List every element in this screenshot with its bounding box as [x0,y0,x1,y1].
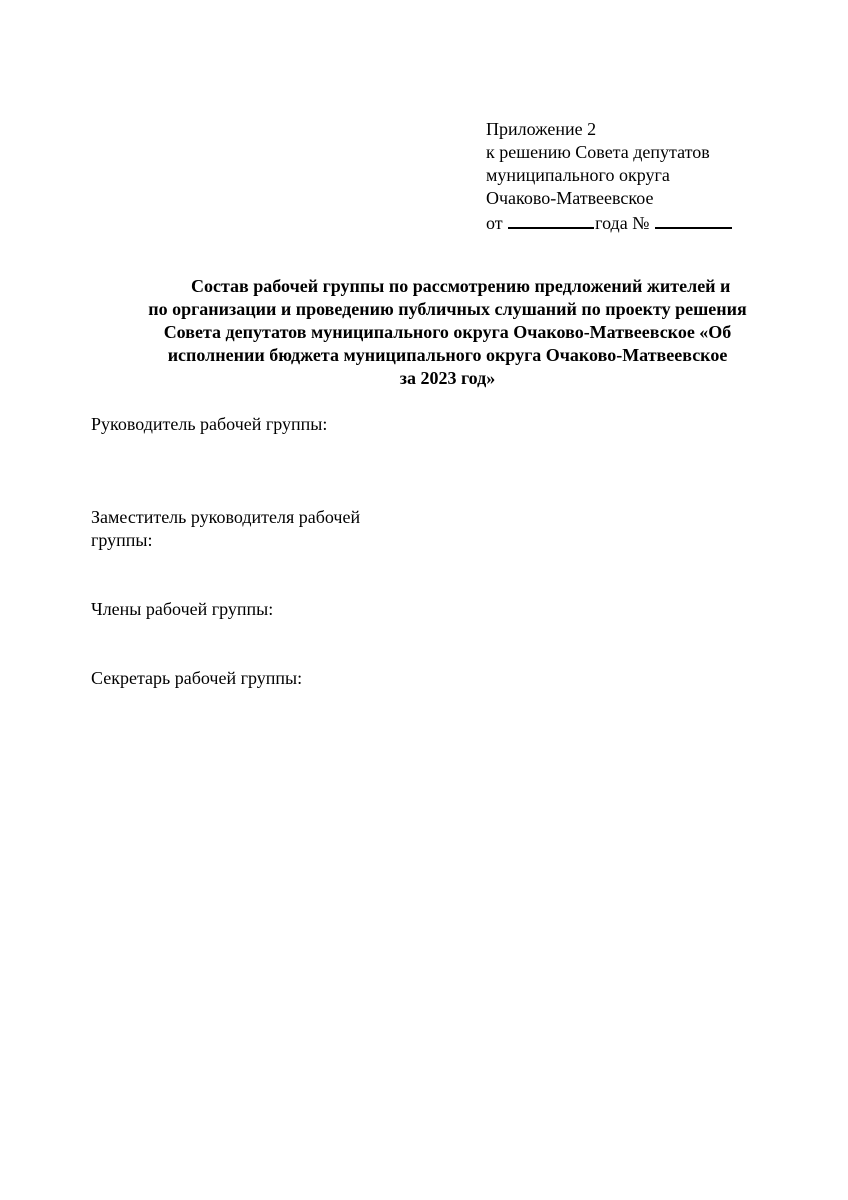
appendix-municipality: муниципального округа [486,165,670,185]
document-title [95,275,800,390]
date-blank [508,210,594,229]
title-line-2: по организации и проведению публичных слушаний по проекту решения [148,299,747,319]
appendix-block [486,118,816,235]
role-members-label: Члены рабочей группы: [91,599,274,619]
title-line-5: за 2023 год» [399,368,496,388]
role-deputy-label: Заместитель руководителя рабочей группы: [91,507,361,550]
role-head-label: Руководитель рабочей группы: [91,414,328,434]
date-prefix: от [486,213,503,233]
appendix-district: Очаково-Матвеевское [486,188,654,208]
number-blank [655,210,732,229]
title-line-1: Состав рабочей группы по рассмотрению предложений жителей и [191,276,731,296]
title-line-4: исполнении бюджета муниципального округа Очаково-Матвеевское [167,345,728,365]
appendix-date-line [486,210,816,235]
role-secretary-label: Секретарь рабочей группы: [91,668,303,688]
appendix-number: Приложение 2 [486,119,597,139]
date-suffix: года № [595,213,650,233]
appendix-decision-reference: к решению Совета депутатов [486,142,710,162]
title-line-3: Совета депутатов муниципального округа Очаково-Матвеевское «Об [163,322,732,342]
